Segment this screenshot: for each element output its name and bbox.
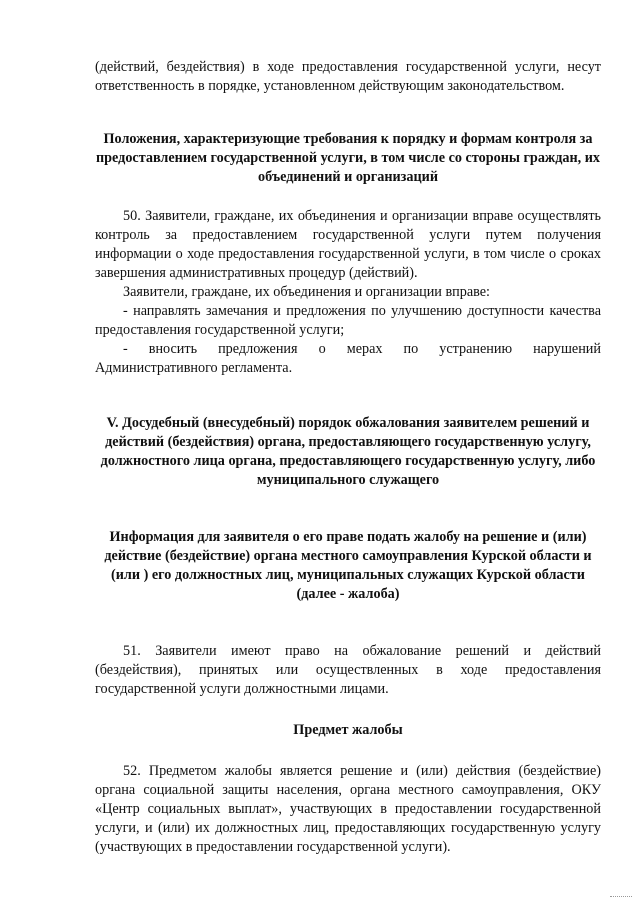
paragraph-50-rights: Заявители, граждане, их объединения и организации вправе: bbox=[123, 284, 490, 300]
paragraph-51: 51. Заявители имеют право на обжалование решений и действий (бездействия), принятых или осуществленных в ходе предоставления государственной услуги должностными лицами. bbox=[95, 643, 601, 697]
document-page bbox=[95, 58, 601, 857]
section-info-heading: Информация для заявителя о его праве подать жалобу на решение и (или) действие (бездействие) органа местного самоуправления Курской области и (или ) его должностных лиц, муниципальных служащих Курской области (далее - жалоба) bbox=[104, 529, 592, 602]
paragraph-50-item-1: - направлять замечания и предложения по улучшению доступности качества предоставления государственной услуги; bbox=[95, 303, 601, 338]
section-control-heading: Положения, характеризующие требования к порядку и формам контроля за предоставлением государственной услуги, в том числе со стороны граждан, их объединений и организаций bbox=[95, 131, 601, 185]
section-subject-heading: Предмет жалобы bbox=[293, 722, 403, 738]
scan-corner-mark bbox=[610, 896, 632, 899]
intro-paragraph: (действий, бездействия) в ходе предоставления государственной услуги, несут ответственность в порядке, установленном действующим законодательством. bbox=[95, 59, 601, 94]
section-v-heading: V. Досудебный (внесудебный) порядок обжалования заявителем решений и действий (бездействия) органа, предоставляющего государственную услугу, должностного лица органа, предоставляющего государственную услугу, либо муниципального служащего bbox=[100, 415, 596, 488]
paragraph-52: 52. Предметом жалобы является решение и (или) действия (бездействие) органа социальной защиты населения, органа местного самоуправления, ОКУ «Центр социальных выплат», участвующих в предоставлении государственной услуги, и (или) их должностных лиц, предоставляющих государственную услугу (участвующих в предоставлении государственной услуги). bbox=[95, 763, 601, 855]
paragraph-50-item-2: - вносить предложения о мерах по устранению нарушений Административного регламента. bbox=[95, 341, 601, 376]
paragraph-50: 50. Заявители, граждане, их объединения и организации вправе осуществлять контроль за предоставлением государственной услуги путем получения информации о ходе предоставления государственной услуги, в том числе о сроках завершения административных процедур (действий). bbox=[95, 208, 601, 281]
